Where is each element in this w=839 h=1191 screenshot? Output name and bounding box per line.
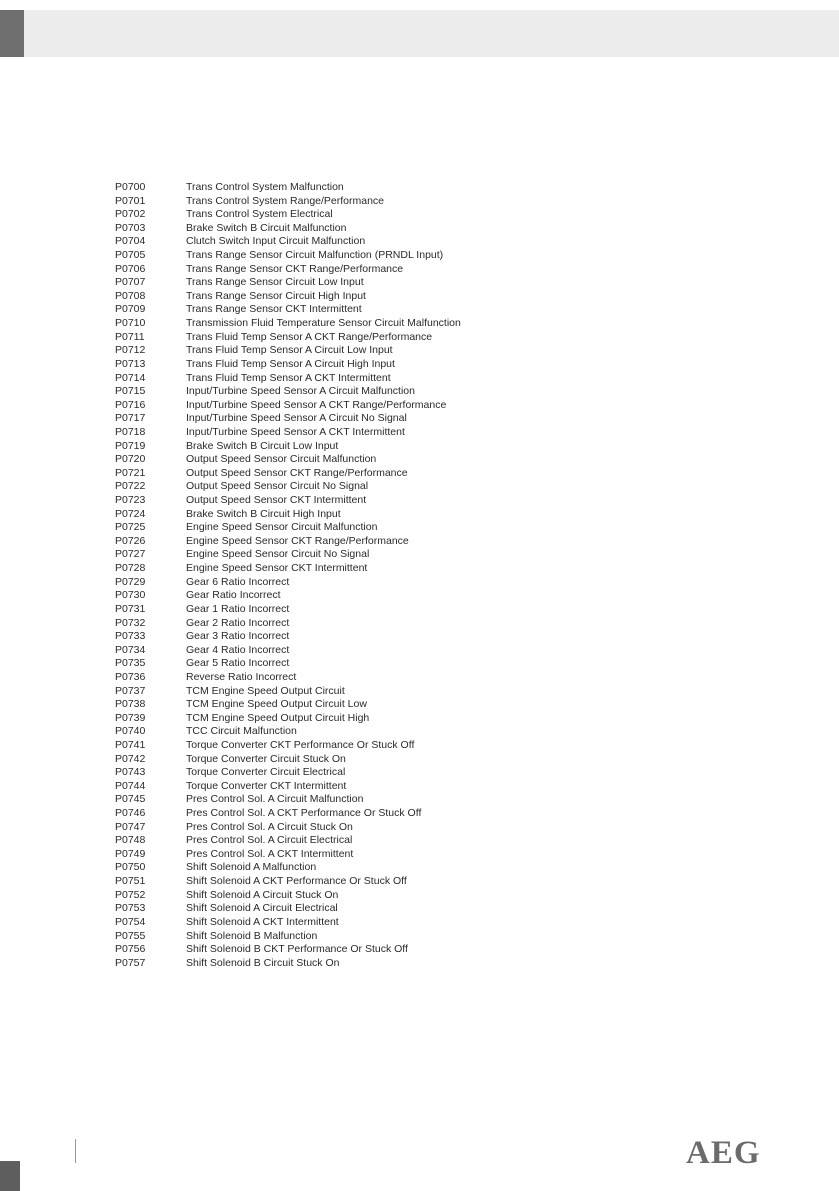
fault-description: Trans Range Sensor CKT Intermittent bbox=[186, 303, 362, 316]
code-row bbox=[115, 235, 461, 249]
fault-description: Torque Converter Circuit Electrical bbox=[186, 766, 346, 779]
header-section-tab bbox=[0, 10, 24, 57]
code-row bbox=[115, 494, 461, 508]
footer-section-tab bbox=[0, 1161, 20, 1191]
fault-code: P0727 bbox=[115, 548, 146, 561]
code-row bbox=[115, 290, 461, 304]
fault-description: Engine Speed Sensor CKT Intermittent bbox=[186, 562, 368, 575]
fault-description: Trans Fluid Temp Sensor A Circuit Low Input bbox=[186, 344, 393, 357]
code-row bbox=[115, 916, 461, 930]
code-row bbox=[115, 303, 461, 317]
fault-code: P0704 bbox=[115, 235, 146, 248]
fault-code: P0714 bbox=[115, 371, 146, 384]
code-row bbox=[115, 385, 461, 399]
code-row bbox=[115, 576, 461, 590]
fault-code: P0705 bbox=[115, 249, 146, 262]
code-row bbox=[115, 535, 461, 549]
fault-description: Transmission Fluid Temperature Sensor Circuit Malfunction bbox=[186, 317, 461, 330]
fault-description: Pres Control Sol. A CKT Intermittent bbox=[186, 847, 354, 860]
fault-code: P0755 bbox=[115, 929, 146, 942]
fault-description: Trans Fluid Temp Sensor A Circuit High Input bbox=[186, 357, 395, 370]
code-row bbox=[115, 685, 461, 699]
fault-description: Shift Solenoid A Circuit Electrical bbox=[186, 902, 338, 915]
code-row bbox=[115, 617, 461, 631]
fault-description: Input/Turbine Speed Sensor A Circuit No Signal bbox=[186, 412, 407, 425]
code-row bbox=[115, 412, 461, 426]
fault-description: Gear 2 Ratio Incorrect bbox=[186, 616, 290, 629]
fault-code: P0736 bbox=[115, 670, 146, 683]
fault-description: Torque Converter Circuit Stuck On bbox=[186, 752, 346, 765]
code-row bbox=[115, 426, 461, 440]
fault-description: Gear 4 Ratio Incorrect bbox=[186, 643, 290, 656]
code-row bbox=[115, 943, 461, 957]
fault-code: P0725 bbox=[115, 521, 146, 534]
fault-code: P0754 bbox=[115, 915, 146, 928]
fault-description: Shift Solenoid A Circuit Stuck On bbox=[186, 888, 339, 901]
fault-code: P0731 bbox=[115, 602, 146, 615]
code-row bbox=[115, 562, 461, 576]
code-row bbox=[115, 344, 461, 358]
fault-code: P0712 bbox=[115, 344, 146, 357]
code-row bbox=[115, 358, 461, 372]
fault-description: Torque Converter CKT Intermittent bbox=[186, 779, 347, 792]
fault-description: Input/Turbine Speed Sensor A Circuit Malfunction bbox=[186, 385, 415, 398]
fault-description: Shift Solenoid B CKT Performance Or Stuck Off bbox=[186, 943, 408, 956]
fault-description: Trans Fluid Temp Sensor A CKT Intermittent bbox=[186, 371, 391, 384]
fault-code: P0726 bbox=[115, 534, 146, 547]
code-row bbox=[115, 902, 461, 916]
fault-code: P0757 bbox=[115, 956, 146, 969]
fault-code: P0716 bbox=[115, 398, 146, 411]
fault-code: P0700 bbox=[115, 181, 146, 193]
fault-description: Torque Converter CKT Performance Or Stuck Off bbox=[186, 738, 415, 751]
fault-code: P0752 bbox=[115, 888, 146, 901]
code-row bbox=[115, 589, 461, 603]
fault-description: Trans Range Sensor CKT Range/Performance bbox=[186, 262, 404, 275]
fault-description: TCM Engine Speed Output Circuit Low bbox=[186, 698, 367, 711]
fault-code: P0756 bbox=[115, 943, 146, 956]
fault-description: Gear 6 Ratio Incorrect bbox=[186, 575, 290, 588]
code-row bbox=[115, 793, 461, 807]
fault-code: P0738 bbox=[115, 698, 146, 711]
footer-divider bbox=[75, 1139, 76, 1163]
fault-description: Output Speed Sensor CKT Intermittent bbox=[186, 494, 367, 507]
fault-description: Trans Range Sensor Circuit Malfunction (PRNDL Input) bbox=[186, 249, 444, 262]
code-row bbox=[115, 249, 461, 263]
code-row bbox=[115, 861, 461, 875]
fault-code: P0747 bbox=[115, 820, 146, 833]
code-row bbox=[115, 766, 461, 780]
fault-description: Pres Control Sol. A Circuit Stuck On bbox=[186, 820, 353, 833]
page-header-band bbox=[0, 10, 839, 57]
fault-description: Engine Speed Sensor Circuit No Signal bbox=[186, 548, 370, 561]
fault-description: TCM Engine Speed Output Circuit bbox=[186, 684, 345, 697]
code-row bbox=[115, 834, 461, 848]
code-row bbox=[115, 181, 461, 195]
code-row bbox=[115, 317, 461, 331]
fault-code: P0750 bbox=[115, 861, 146, 874]
fault-description: Trans Control System Malfunction bbox=[186, 181, 344, 193]
fault-code: P0728 bbox=[115, 562, 146, 575]
code-row bbox=[115, 263, 461, 277]
fault-code: P0717 bbox=[115, 412, 146, 425]
code-row bbox=[115, 548, 461, 562]
fault-description: Pres Control Sol. A Circuit Electrical bbox=[186, 834, 353, 847]
code-row bbox=[115, 222, 461, 236]
fault-description: Brake Switch B Circuit High Input bbox=[186, 507, 341, 520]
fault-code: P0729 bbox=[115, 575, 146, 588]
code-row bbox=[115, 930, 461, 944]
fault-code: P0730 bbox=[115, 589, 146, 602]
fault-description: TCM Engine Speed Output Circuit High bbox=[186, 711, 370, 724]
code-row bbox=[115, 372, 461, 386]
fault-code: P0722 bbox=[115, 480, 146, 493]
code-row bbox=[115, 208, 461, 222]
fault-description: Brake Switch B Circuit Low Input bbox=[186, 439, 339, 452]
fault-code: P0739 bbox=[115, 711, 146, 724]
fault-code: P0711 bbox=[115, 330, 145, 343]
fault-code: P0748 bbox=[115, 834, 146, 847]
code-row bbox=[115, 807, 461, 821]
fault-description: Gear Ratio Incorrect bbox=[186, 589, 281, 602]
fault-code: P0751 bbox=[115, 875, 146, 888]
fault-description: Reverse Ratio Incorrect bbox=[186, 670, 297, 683]
fault-code: P0741 bbox=[115, 738, 146, 751]
fault-code: P0718 bbox=[115, 425, 146, 438]
code-row bbox=[115, 671, 461, 685]
brand-logo: AEG bbox=[686, 1135, 761, 1171]
fault-description: Engine Speed Sensor Circuit Malfunction bbox=[186, 521, 378, 534]
fault-description: Trans Control System Range/Performance bbox=[186, 194, 385, 207]
fault-description: Shift Solenoid A CKT Intermittent bbox=[186, 915, 339, 928]
fault-description: Input/Turbine Speed Sensor A CKT Intermittent bbox=[186, 425, 405, 438]
fault-description: Trans Control System Electrical bbox=[186, 208, 333, 221]
fault-code: P0732 bbox=[115, 616, 146, 629]
code-row bbox=[115, 698, 461, 712]
fault-description: Shift Solenoid B Malfunction bbox=[186, 929, 318, 942]
fault-code: P0713 bbox=[115, 357, 146, 370]
code-row bbox=[115, 399, 461, 413]
code-row bbox=[115, 889, 461, 903]
code-row bbox=[115, 508, 461, 522]
fault-description: Engine Speed Sensor CKT Range/Performance bbox=[186, 534, 409, 547]
fault-description: TCC Circuit Malfunction bbox=[186, 725, 297, 738]
code-row bbox=[115, 739, 461, 753]
fault-description: Output Speed Sensor Circuit No Signal bbox=[186, 480, 369, 493]
fault-code: P0720 bbox=[115, 453, 146, 466]
fault-description: Output Speed Sensor Circuit Malfunction bbox=[186, 453, 377, 466]
fault-code: P0710 bbox=[115, 317, 146, 330]
code-row bbox=[115, 753, 461, 767]
fault-code: P0703 bbox=[115, 221, 146, 234]
code-row bbox=[115, 521, 461, 535]
fault-code: P0701 bbox=[115, 194, 146, 207]
fault-description: Shift Solenoid A Malfunction bbox=[186, 861, 317, 874]
fault-code: P0719 bbox=[115, 439, 146, 452]
code-row bbox=[115, 331, 461, 345]
fault-code: P0715 bbox=[115, 385, 146, 398]
fault-code: P0702 bbox=[115, 208, 146, 221]
code-row bbox=[115, 440, 461, 454]
fault-description: Trans Range Sensor Circuit High Input bbox=[186, 289, 366, 302]
fault-code: P0737 bbox=[115, 684, 146, 697]
fault-code: P0742 bbox=[115, 752, 146, 765]
code-row bbox=[115, 957, 461, 971]
fault-code: P0723 bbox=[115, 494, 146, 507]
code-row bbox=[115, 276, 461, 290]
code-row bbox=[115, 467, 461, 481]
fault-description: Input/Turbine Speed Sensor A CKT Range/Performance bbox=[186, 398, 447, 411]
code-row bbox=[115, 821, 461, 835]
fault-description: Shift Solenoid B Circuit Stuck On bbox=[186, 956, 340, 969]
code-row bbox=[115, 603, 461, 617]
fault-code: P0734 bbox=[115, 643, 146, 656]
fault-code: P0746 bbox=[115, 807, 146, 820]
fault-code: P0743 bbox=[115, 766, 146, 779]
code-row bbox=[115, 712, 461, 726]
fault-description: Pres Control Sol. A Circuit Malfunction bbox=[186, 793, 364, 806]
fault-code: P0740 bbox=[115, 725, 146, 738]
fault-code: P0709 bbox=[115, 303, 146, 316]
fault-description: Trans Fluid Temp Sensor A CKT Range/Performance bbox=[186, 330, 433, 343]
fault-code: P0749 bbox=[115, 847, 146, 860]
fault-description: Gear 3 Ratio Incorrect bbox=[186, 630, 290, 643]
fault-description: Output Speed Sensor CKT Range/Performance bbox=[186, 466, 408, 479]
fault-code: P0706 bbox=[115, 262, 146, 275]
code-row bbox=[115, 657, 461, 671]
fault-code: P0753 bbox=[115, 902, 146, 915]
fault-code: P0744 bbox=[115, 779, 146, 792]
fault-description: Pres Control Sol. A CKT Performance Or Stuck Off bbox=[186, 807, 422, 820]
fault-code: P0745 bbox=[115, 793, 146, 806]
fault-description: Shift Solenoid A CKT Performance Or Stuck Off bbox=[186, 875, 407, 888]
fault-code: P0708 bbox=[115, 289, 146, 302]
code-row bbox=[115, 480, 461, 494]
code-row bbox=[115, 848, 461, 862]
fault-code: P0735 bbox=[115, 657, 146, 670]
code-row bbox=[115, 725, 461, 739]
fault-description: Gear 1 Ratio Incorrect bbox=[186, 602, 290, 615]
code-row bbox=[115, 195, 461, 209]
code-row bbox=[115, 644, 461, 658]
fault-code: P0724 bbox=[115, 507, 146, 520]
fault-description: Gear 5 Ratio Incorrect bbox=[186, 657, 290, 670]
code-row bbox=[115, 453, 461, 467]
fault-description: Trans Range Sensor Circuit Low Input bbox=[186, 276, 364, 289]
code-row bbox=[115, 875, 461, 889]
code-row bbox=[115, 780, 461, 794]
fault-code: P0733 bbox=[115, 630, 146, 643]
fault-description: Brake Switch B Circuit Malfunction bbox=[186, 221, 347, 234]
fault-code: P0707 bbox=[115, 276, 146, 289]
fault-code-list bbox=[115, 181, 461, 970]
fault-description: Clutch Switch Input Circuit Malfunction bbox=[186, 235, 366, 248]
code-row bbox=[115, 630, 461, 644]
fault-code: P0721 bbox=[115, 466, 146, 479]
